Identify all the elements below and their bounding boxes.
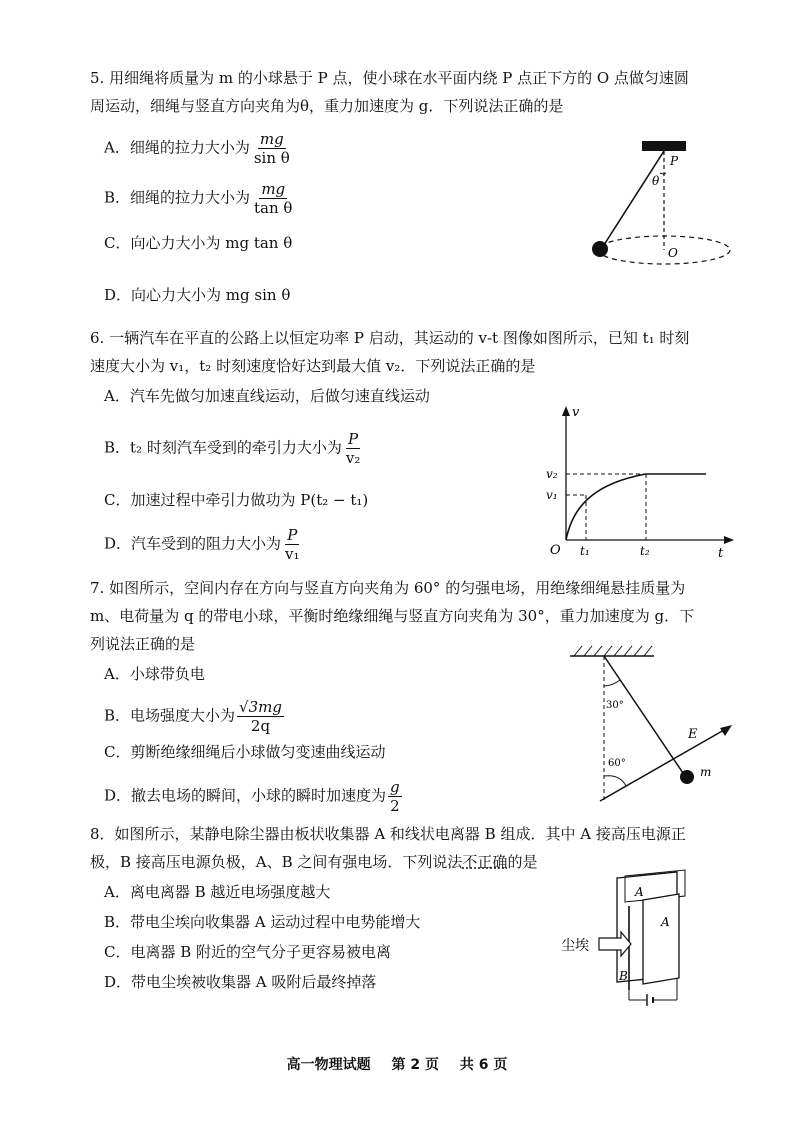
q7-fig-label-60: 60° — [608, 758, 626, 769]
q8-emphasis-not-correct: 不正确 — [462, 853, 508, 871]
q6-option-d: D．汽车受到的阻力大小为 $\frac{P}{\text{v₁}}$ — [104, 526, 300, 563]
q8-option-b: B．带电尘埃向收集器 A 运动过程中电势能增大 — [104, 913, 421, 931]
q7-field-figure — [560, 636, 760, 808]
footer-page: 第 2 页 — [391, 1057, 439, 1073]
q8-stem-line1: 8．如图所示，某静电除尘器由板状收集器 A 和线状电离器 B 组成．其中 A 接高压电源正 — [90, 825, 686, 843]
q7-stem-line2: m、电荷量为 q 的带电小球，平衡时绝缘细绳与竖直方向夹角为 30°，重力加速度为 g．下 — [90, 607, 695, 625]
q8-fig-label-dust: 尘埃 — [561, 938, 589, 954]
q6-option-c: C．加速过程中牵引力做功为 P(t₂ − t₁) — [104, 491, 369, 509]
q7-option-a: A．小球带负电 — [104, 665, 205, 683]
footer-total: 共 6 页 — [459, 1057, 508, 1073]
q5-stem-line1: 5. 用细绳将质量为 m 的小球悬于 P 点，使小球在水平面内绕 P 点正下方的 O 点做匀速圆 — [90, 69, 689, 87]
q7-stem-line3: 列说法正确的是 — [90, 635, 196, 653]
q5-stem-line2: 周运动，细绳与竖直方向夹角为θ，重力加速度为 g．下列说法正确的是 — [90, 97, 564, 115]
footer-title: 高一物理试题 — [286, 1057, 371, 1073]
q5-fig-label-o: O — [668, 246, 678, 260]
q6-option-a: A．汽车先做匀加速直线运动，后做匀速直线运动 — [104, 387, 430, 405]
q8-fig-label-a-front: A — [661, 915, 670, 929]
q5-fig-label-theta: θ — [652, 174, 660, 188]
q7-option-c: C．剪断绝缘细绳后小球做匀变速曲线运动 — [104, 743, 386, 761]
q6-fig-label-v: v — [572, 405, 580, 420]
q5-option-a: A．细绳的拉力大小为 $\frac{mg}{\text{sin θ}}$ — [104, 130, 290, 167]
q8-option-d: D．带电尘埃被收集器 A 吸附后最终掉落 — [104, 973, 377, 991]
q5-option-c: C．向心力大小为 mg tan θ — [104, 234, 293, 252]
q8-fig-label-b: B — [619, 969, 628, 983]
q5-option-d: D．向心力大小为 mg sin θ — [104, 286, 291, 304]
q7-fig-label-30: 30° — [606, 700, 624, 711]
q8-option-a: A．离电离器 B 越近电场强度越大 — [104, 883, 331, 901]
q6-stem-line2: 速度大小为 v₁，t₂ 时刻速度恰好达到最大值 v₂．下列说法正确的是 — [90, 357, 536, 375]
q8-precipitator-figure — [555, 866, 705, 1012]
q5-pendulum-figure — [580, 135, 760, 275]
q8-option-c: C．电离器 B 附近的空气分子更容易被电离 — [104, 943, 392, 961]
q7-stem-line1: 7. 如图所示，空间内存在方向与竖直方向夹角为 60° 的匀强电场，用绝缘细绳悬挂质量为 — [90, 579, 686, 597]
q6-fig-label-v2: v₂ — [546, 467, 558, 481]
q5-fig-label-p: P — [670, 154, 679, 168]
q6-fig-label-t1: t₁ — [580, 544, 590, 558]
q6-stem-line1: 6. 一辆汽车在平直的公路上以恒定功率 P 启动，其运动的 v-t 图像如图所示，已知 t₁ 时刻 — [90, 329, 690, 347]
q7-fig-label-m: m — [700, 765, 712, 779]
q6-option-b: B．t₂ 时刻汽车受到的牵引力大小为 $\frac{P}{\text{v₂}}$ — [104, 430, 361, 467]
q6-fig-label-t2: t₂ — [640, 544, 650, 558]
q6-fig-label-v1: v₁ — [546, 488, 558, 502]
q6-vt-graph — [540, 402, 740, 560]
q8-stem-line2: 极，B 接高压电源负极，A、B 之间有强电场．下列说法不正确的是 — [90, 853, 538, 871]
q7-option-d: D．撤去电场的瞬间，小球的瞬时加速度为 $\frac{g}{2}$ — [104, 778, 400, 815]
q8-fig-label-a-top: A — [635, 885, 644, 899]
q7-fig-label-e: E — [688, 727, 698, 742]
q7-option-b: B．电场强度大小为 $\frac{√3mg}{2q}$ — [104, 698, 282, 735]
q5-option-b: B．细绳的拉力大小为 $\frac{mg}{\text{tan θ}}$ — [104, 180, 293, 217]
q6-fig-label-o: O — [550, 543, 561, 558]
q6-fig-label-t: t — [718, 546, 724, 560]
page-footer — [0, 1054, 794, 1074]
